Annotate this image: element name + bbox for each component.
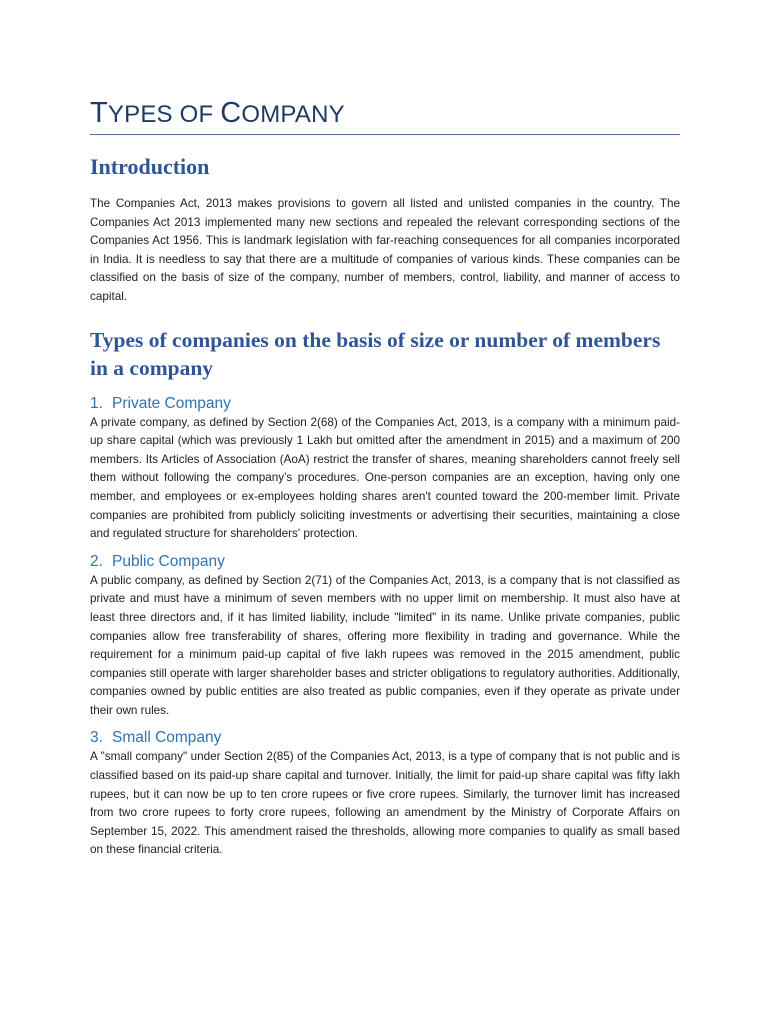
section-title: Public Company (112, 552, 225, 570)
title-part-types-of: YPES OF (107, 101, 221, 128)
section-heading-private-company (90, 394, 680, 414)
section-title: Private Company (112, 394, 231, 412)
introduction-paragraph: The Companies Act, 2013 makes provisions to govern all listed and unlisted companies in the country. The Companies Act 2013 implemented many new sections and repealed the relevant corresponding sections of the Companies Act 1956. This is landmark legislation with far-reaching consequences for all companies incorporated in India. It is needless to say that there are a multitude of companies of various kinds. These companies can be classified on the basis of size of the company, number of members, control, liability, and manner of access to capital. (90, 197, 680, 303)
section-heading-small-company (90, 728, 680, 748)
section-heading-public-company (90, 552, 680, 572)
section-number: 1. (90, 394, 103, 412)
section-number: 2. (90, 552, 103, 570)
document-title (90, 96, 680, 135)
section-number: 3. (90, 729, 103, 747)
title-initial-c: C (220, 97, 242, 129)
section-paragraph-private-company: A private company, as defined by Section 2(68) of the Companies Act, 2013, is a company with a minimum paid-up share capital (which was previously 1 Lakh but omitted after the amendment in 2015) and a maximum of 200 members. Its Articles of Association (AoA) restrict the transfer of shares, meaning shareholders cannot freely sell them without following the company’s procedures. One-person companies are an exception, having only one member, and employees or ex-employees holding shares aren't counted toward the 200-member limit. Private companies are prohibited from publicly soliciting investments or advertising their securities, maintaining a close and regulated structure for shareholders' protection. (90, 415, 680, 541)
title-initial-t: T (90, 97, 108, 129)
section-paragraph-small-company: A "small company" under Section 2(85) of the Companies Act, 2013, is a type of company that is not public and is classified based on its paid-up share capital and turnover. Initially, the limit for paid-up share capital was fifty lakh rupees, but it can now be up to ten crore rupees or five crore rupees. Similarly, the turnover limit has increased from two crore rupees to forty crore rupees, following an amendment by the Ministry of Corporate Affairs on September 15, 2022. This amendment raised the thresholds, allowing more companies to qualify as small based on these financial criteria. (90, 750, 680, 857)
document-page (90, 96, 680, 860)
title-part-ompany: OMPANY (241, 101, 345, 128)
section-paragraph-public-company: A public company, as defined by Section 2(71) of the Companies Act, 2013, is a company that is not classified as private and must have a minimum of seven members with no upper limit on membership. It must also have at least three directors and, if it has limited liability, include "limited" in its name. Unlike private companies, public companies allow free transferability of shares, offering more flexibility in trading and governance. While the requirement for a minimum paid-up capital of five lakh rupees was removed in the 2015 amendment, public companies still operate with larger shareholder bases and stricter obligations to regulatory authorities. Additionally, companies owned by public entities are also treated as public companies, even if they operate as private under their own rules. (90, 573, 680, 717)
section-title: Small Company (112, 729, 222, 747)
introduction-heading: Introduction (90, 154, 210, 179)
types-heading: Types of companies on the basis of size or number of members in a company (90, 327, 661, 380)
